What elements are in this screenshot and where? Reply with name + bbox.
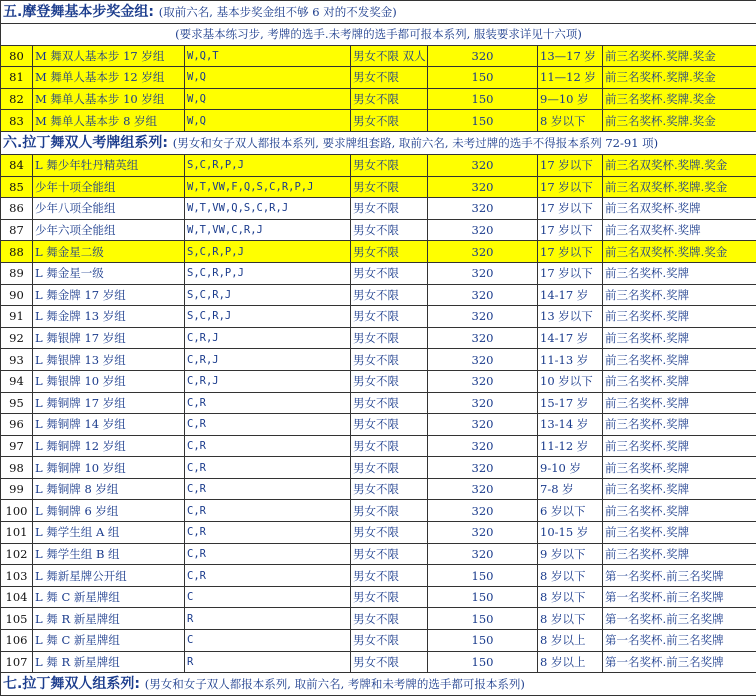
- row-number: 106: [1, 630, 33, 652]
- table-row: [1, 349, 756, 371]
- table-row: [1, 262, 756, 284]
- dances: W,Q: [185, 88, 351, 110]
- dances: W,Q: [185, 67, 351, 89]
- awards: 前三名双奖杯.奖牌.奖金: [603, 154, 756, 176]
- entry-fee: 320: [428, 435, 538, 457]
- event-name: L 舞 R 新星牌组: [33, 651, 185, 673]
- row-number: 93: [1, 349, 33, 371]
- age-group: 17 岁以下: [538, 219, 603, 241]
- awards: 前三名奖杯.奖牌.奖金: [603, 67, 756, 89]
- row-number: 95: [1, 392, 33, 414]
- dances: R: [185, 608, 351, 630]
- dances: W,Q: [185, 110, 351, 132]
- section-note: (男女和女子双人都报本系列, 取前六名, 考牌和未考牌的选手都可报本系列): [145, 677, 525, 691]
- entry-fee: 150: [428, 67, 538, 89]
- age-group: 17 岁以下: [538, 198, 603, 220]
- dances: C,R: [185, 478, 351, 500]
- table-row: [1, 630, 756, 652]
- entry-fee: 320: [428, 327, 538, 349]
- row-number: 82: [1, 88, 33, 110]
- event-name: L 舞学生组 A 组: [33, 522, 185, 544]
- awards: 前三名奖杯.奖牌: [603, 392, 756, 414]
- table-row: [1, 67, 756, 89]
- age-group: 15-17 岁: [538, 392, 603, 414]
- event-name: L 舞学生组 B 组: [33, 543, 185, 565]
- awards: 第一名奖杯.前三名奖牌: [603, 630, 756, 652]
- event-name: L 舞金牌 13 岁组: [33, 306, 185, 328]
- age-group: 17 岁以下: [538, 176, 603, 198]
- row-number: 105: [1, 608, 33, 630]
- awards: 前三名奖杯.奖牌: [603, 478, 756, 500]
- awards: 前三名双奖杯.奖牌.奖金: [603, 176, 756, 198]
- gender-limit: 男女不限: [351, 543, 428, 565]
- awards: 前三名奖杯.奖牌: [603, 262, 756, 284]
- gender-limit: 男女不限: [351, 435, 428, 457]
- entry-fee: 150: [428, 586, 538, 608]
- gender-limit: 男女不限: [351, 284, 428, 306]
- entry-fee: 320: [428, 241, 538, 263]
- gender-limit: 男女不限: [351, 219, 428, 241]
- section-subnote-row: [1, 24, 756, 46]
- event-name: L 舞 R 新星牌组: [33, 608, 185, 630]
- section-header-7: [1, 673, 756, 696]
- table-row: [1, 327, 756, 349]
- table-row: [1, 154, 756, 176]
- event-name: L 舞铜牌 6 岁组: [33, 500, 185, 522]
- table-row: [1, 500, 756, 522]
- age-group: 6 岁以下: [538, 500, 603, 522]
- entry-fee: 320: [428, 349, 538, 371]
- dances: C,R: [185, 500, 351, 522]
- row-number: 94: [1, 370, 33, 392]
- row-number: 99: [1, 478, 33, 500]
- awards: 前三名双奖杯.奖牌: [603, 198, 756, 220]
- table-row: [1, 435, 756, 457]
- gender-limit: 男女不限: [351, 392, 428, 414]
- gender-limit: 男女不限: [351, 110, 428, 132]
- table-row: [1, 110, 756, 132]
- dances: C,R: [185, 522, 351, 544]
- dances: C,R: [185, 565, 351, 587]
- age-group: 13-14 岁: [538, 414, 603, 436]
- gender-limit: 男女不限: [351, 565, 428, 587]
- event-name: L 舞金星二级: [33, 241, 185, 263]
- dances: C,R: [185, 457, 351, 479]
- row-number: 83: [1, 110, 33, 132]
- event-name: 少年十项全能组: [33, 176, 185, 198]
- section-note: (男女和女子双人都报本系列, 要求牌组套路, 取前六名, 未考过牌的选手不得报本系列 72-91 项): [173, 136, 658, 150]
- age-group: 7-8 岁: [538, 478, 603, 500]
- event-name: L 舞铜牌 14 岁组: [33, 414, 185, 436]
- gender-limit: 男女不限: [351, 608, 428, 630]
- gender-limit: 男女不限: [351, 349, 428, 371]
- age-group: 14-17 岁: [538, 284, 603, 306]
- table-row: [1, 45, 756, 67]
- entry-fee: 320: [428, 262, 538, 284]
- table-row: [1, 306, 756, 328]
- gender-limit: 男女不限: [351, 176, 428, 198]
- entry-fee: 150: [428, 88, 538, 110]
- row-number: 89: [1, 262, 33, 284]
- age-group: 8 岁以上: [538, 651, 603, 673]
- dances: C,R,J: [185, 327, 351, 349]
- table-row: [1, 543, 756, 565]
- gender-limit: 男女不限: [351, 630, 428, 652]
- dances: C,R: [185, 435, 351, 457]
- dances: C,R,J: [185, 370, 351, 392]
- dances: C,R: [185, 414, 351, 436]
- awards: 前三名奖杯.奖牌: [603, 349, 756, 371]
- age-group: 10 岁以下: [538, 370, 603, 392]
- age-group: 9 岁以下: [538, 543, 603, 565]
- row-number: 80: [1, 45, 33, 67]
- awards: 第一名奖杯.前三名奖牌: [603, 565, 756, 587]
- row-number: 84: [1, 154, 33, 176]
- gender-limit: 男女不限 双人: [351, 45, 428, 67]
- section-title: 五.摩登舞基本步奖金组:: [3, 4, 154, 20]
- age-group: 14-17 岁: [538, 327, 603, 349]
- gender-limit: 男女不限: [351, 370, 428, 392]
- gender-limit: 男女不限: [351, 198, 428, 220]
- gender-limit: 男女不限: [351, 522, 428, 544]
- event-name: 少年六项全能组: [33, 219, 185, 241]
- age-group: 13—17 岁: [538, 45, 603, 67]
- event-name: L 舞 C 新星牌组: [33, 586, 185, 608]
- entry-fee: 320: [428, 45, 538, 67]
- section-header-6: [1, 131, 756, 154]
- row-number: 91: [1, 306, 33, 328]
- dances: W,T,VW,Q,S,C,R,J: [185, 198, 351, 220]
- row-number: 90: [1, 284, 33, 306]
- awards: 前三名双奖杯.奖牌: [603, 219, 756, 241]
- entry-fee: 320: [428, 198, 538, 220]
- age-group: 17 岁以下: [538, 241, 603, 263]
- gender-limit: 男女不限: [351, 586, 428, 608]
- dances: C,R: [185, 392, 351, 414]
- entry-fee: 320: [428, 154, 538, 176]
- table-row: [1, 651, 756, 673]
- event-name: M 舞单人基本步 12 岁组: [33, 67, 185, 89]
- entry-fee: 320: [428, 306, 538, 328]
- awards: 前三名奖杯.奖牌: [603, 284, 756, 306]
- awards: 前三名奖杯.奖牌.奖金: [603, 88, 756, 110]
- dances: W,T,VW,C,R,J: [185, 219, 351, 241]
- table-row: [1, 284, 756, 306]
- event-name: M 舞单人基本步 10 岁组: [33, 88, 185, 110]
- awards: 前三名奖杯.奖牌: [603, 306, 756, 328]
- table-row: [1, 198, 756, 220]
- age-group: 8 岁以下: [538, 608, 603, 630]
- table-row: [1, 457, 756, 479]
- section-title: 七.拉丁舞双人组系列:: [3, 676, 140, 692]
- gender-limit: 男女不限: [351, 154, 428, 176]
- age-group: 9-10 岁: [538, 457, 603, 479]
- awards: 第一名奖杯.前三名奖牌: [603, 586, 756, 608]
- awards: 前三名奖杯.奖牌: [603, 457, 756, 479]
- table-row: [1, 522, 756, 544]
- entry-fee: 320: [428, 370, 538, 392]
- awards: 前三名奖杯.奖牌: [603, 414, 756, 436]
- event-name: L 舞新星牌公开组: [33, 565, 185, 587]
- row-number: 104: [1, 586, 33, 608]
- awards: 前三名奖杯.奖牌.奖金: [603, 45, 756, 67]
- age-group: 8 岁以下: [538, 565, 603, 587]
- gender-limit: 男女不限: [351, 478, 428, 500]
- entry-fee: 150: [428, 651, 538, 673]
- row-number: 96: [1, 414, 33, 436]
- row-number: 87: [1, 219, 33, 241]
- table-row: [1, 241, 756, 263]
- event-name: L 舞少年牡丹精英组: [33, 154, 185, 176]
- entry-fee: 320: [428, 543, 538, 565]
- row-number: 97: [1, 435, 33, 457]
- age-group: 8 岁以下: [538, 586, 603, 608]
- table-row: [1, 565, 756, 587]
- dances: S,C,R,J: [185, 284, 351, 306]
- gender-limit: 男女不限: [351, 457, 428, 479]
- entry-fee: 320: [428, 522, 538, 544]
- entry-fee: 320: [428, 478, 538, 500]
- section-note: (取前六名, 基本步奖金组不够 6 对的不发奖金): [159, 5, 397, 19]
- age-group: 9—10 岁: [538, 88, 603, 110]
- awards: 第一名奖杯.前三名奖牌: [603, 608, 756, 630]
- entry-fee: 150: [428, 565, 538, 587]
- event-name: L 舞银牌 10 岁组: [33, 370, 185, 392]
- dances: C,R: [185, 543, 351, 565]
- table-row: [1, 478, 756, 500]
- entry-fee: 320: [428, 414, 538, 436]
- section-title: 六.拉丁舞双人考牌组系列:: [3, 135, 168, 151]
- age-group: 8 岁以下: [538, 110, 603, 132]
- section-header-5: [1, 1, 756, 24]
- gender-limit: 男女不限: [351, 262, 428, 284]
- event-name: M 舞双人基本步 17 岁组: [33, 45, 185, 67]
- row-number: 107: [1, 651, 33, 673]
- awards: 前三名奖杯.奖牌: [603, 522, 756, 544]
- dances: W,T,VW,F,Q,S,C,R,P,J: [185, 176, 351, 198]
- row-number: 85: [1, 176, 33, 198]
- event-name: L 舞铜牌 17 岁组: [33, 392, 185, 414]
- row-number: 88: [1, 241, 33, 263]
- age-group: 11-12 岁: [538, 435, 603, 457]
- entry-fee: 320: [428, 284, 538, 306]
- awards: 前三名奖杯.奖牌: [603, 370, 756, 392]
- entry-fee: 320: [428, 392, 538, 414]
- row-number: 103: [1, 565, 33, 587]
- awards: 前三名双奖杯.奖牌.奖金: [603, 241, 756, 263]
- table-row: [1, 608, 756, 630]
- age-group: 10-15 岁: [538, 522, 603, 544]
- awards: 前三名奖杯.奖牌.奖金: [603, 110, 756, 132]
- dances: S,C,R,P,J: [185, 154, 351, 176]
- event-name: L 舞铜牌 10 岁组: [33, 457, 185, 479]
- row-number: 102: [1, 543, 33, 565]
- entry-fee: 150: [428, 630, 538, 652]
- gender-limit: 男女不限: [351, 651, 428, 673]
- entry-fee: 320: [428, 500, 538, 522]
- gender-limit: 男女不限: [351, 500, 428, 522]
- gender-limit: 男女不限: [351, 414, 428, 436]
- event-name: L 舞铜牌 12 岁组: [33, 435, 185, 457]
- row-number: 100: [1, 500, 33, 522]
- age-group: 13 岁以下: [538, 306, 603, 328]
- event-name: L 舞银牌 17 岁组: [33, 327, 185, 349]
- age-group: 11-13 岁: [538, 349, 603, 371]
- age-group: 8 岁以上: [538, 630, 603, 652]
- age-group: 11—12 岁: [538, 67, 603, 89]
- awards: 第一名奖杯.前三名奖牌: [603, 651, 756, 673]
- gender-limit: 男女不限: [351, 88, 428, 110]
- age-group: 17 岁以下: [538, 154, 603, 176]
- dances: W,Q,T: [185, 45, 351, 67]
- event-name: L 舞银牌 13 岁组: [33, 349, 185, 371]
- table-row: [1, 586, 756, 608]
- awards: 前三名奖杯.奖牌: [603, 435, 756, 457]
- entry-fee: 150: [428, 608, 538, 630]
- entry-fee: 320: [428, 176, 538, 198]
- dances: C: [185, 630, 351, 652]
- dances: C: [185, 586, 351, 608]
- section-subnote: (要求基本练习步, 考牌的选手.未考牌的选手都可报本系列, 服装要求详见十六项): [1, 24, 756, 46]
- row-number: 92: [1, 327, 33, 349]
- dances: S,C,R,P,J: [185, 241, 351, 263]
- awards: 前三名奖杯.奖牌: [603, 543, 756, 565]
- entry-fee: 320: [428, 219, 538, 241]
- age-group: 17 岁以下: [538, 262, 603, 284]
- event-name: L 舞 C 新星牌组: [33, 630, 185, 652]
- table-row: [1, 176, 756, 198]
- gender-limit: 男女不限: [351, 241, 428, 263]
- table-row: [1, 414, 756, 436]
- dances: S,C,R,P,J: [185, 262, 351, 284]
- gender-limit: 男女不限: [351, 67, 428, 89]
- entry-fee: 320: [428, 457, 538, 479]
- dances: C,R,J: [185, 349, 351, 371]
- row-number: 81: [1, 67, 33, 89]
- gender-limit: 男女不限: [351, 306, 428, 328]
- table-row: [1, 392, 756, 414]
- event-name: L 舞铜牌 8 岁组: [33, 478, 185, 500]
- row-number: 101: [1, 522, 33, 544]
- dances: S,C,R,J: [185, 306, 351, 328]
- gender-limit: 男女不限: [351, 327, 428, 349]
- table-row: [1, 219, 756, 241]
- event-name: M 舞单人基本步 8 岁组: [33, 110, 185, 132]
- row-number: 98: [1, 457, 33, 479]
- event-name: L 舞金牌 17 岁组: [33, 284, 185, 306]
- event-name: L 舞金星一级: [33, 262, 185, 284]
- awards: 前三名奖杯.奖牌: [603, 500, 756, 522]
- awards: 前三名奖杯.奖牌: [603, 327, 756, 349]
- row-number: 86: [1, 198, 33, 220]
- entry-fee: 150: [428, 110, 538, 132]
- table-row: [1, 88, 756, 110]
- event-name: 少年八项全能组: [33, 198, 185, 220]
- table-row: [1, 370, 756, 392]
- dances: R: [185, 651, 351, 673]
